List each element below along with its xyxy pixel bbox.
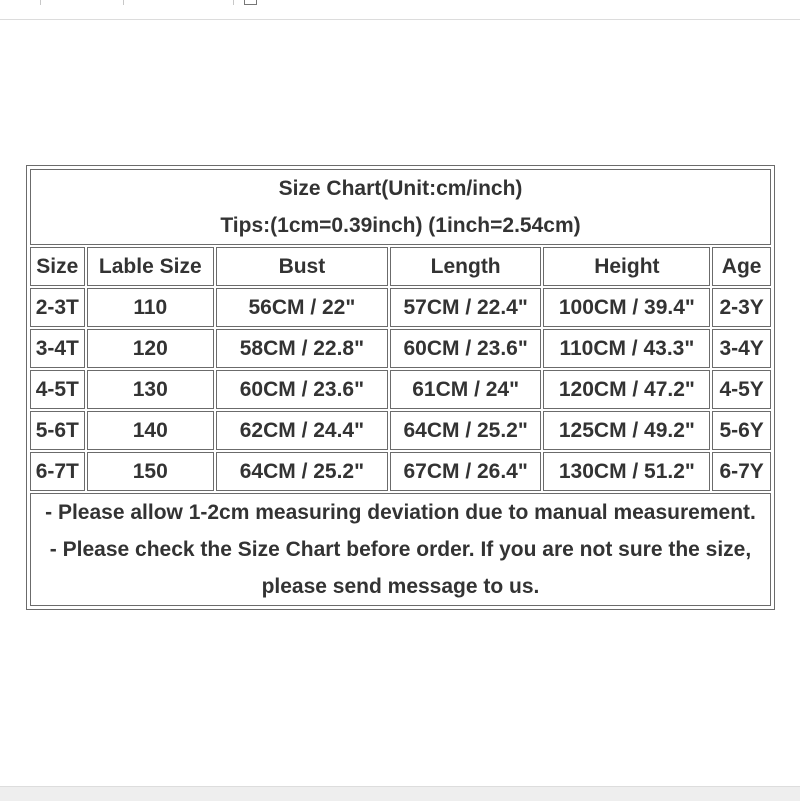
toolbar-divider (233, 0, 234, 5)
notes-row (30, 493, 771, 606)
bust-cell: 62CM / 24.4" (216, 411, 388, 450)
age-cell: 4-5Y (712, 370, 771, 409)
age-cell: 2-3Y (712, 288, 771, 327)
height-cell: 110CM / 43.3" (543, 329, 710, 368)
note-deviation: - Please allow 1-2cm measuring deviation due to manual measurement. (45, 501, 756, 524)
height-cell: 125CM / 49.2" (543, 411, 710, 450)
bust-cell: 60CM / 23.6" (216, 370, 388, 409)
table-row (30, 370, 771, 409)
chart-header (30, 169, 771, 245)
age-cell: 5-6Y (712, 411, 771, 450)
label-size-cell: 150 (87, 452, 214, 491)
column-header-label-size: Lable Size (87, 247, 214, 286)
size-cell: 5-6T (30, 411, 85, 450)
table-row (30, 329, 771, 368)
size-cell: 2-3T (30, 288, 85, 327)
chart-title: Size Chart(Unit:cm/inch) (278, 177, 523, 200)
bottom-scrollbar[interactable] (0, 786, 800, 801)
column-header-size: Size (30, 247, 85, 286)
size-chart-table (28, 167, 773, 608)
size-chart (26, 165, 775, 610)
bust-cell: 56CM / 22" (216, 288, 388, 327)
height-cell: 120CM / 47.2" (543, 370, 710, 409)
age-cell: 6-7Y (712, 452, 771, 491)
column-header-length: Length (390, 247, 542, 286)
label-size-cell: 120 (87, 329, 214, 368)
bust-cell: 64CM / 25.2" (216, 452, 388, 491)
length-cell: 64CM / 25.2" (390, 411, 542, 450)
height-cell: 100CM / 39.4" (543, 288, 710, 327)
label-size-cell: 130 (87, 370, 214, 409)
table-row (30, 411, 771, 450)
table-row (30, 452, 771, 491)
size-cell: 4-5T (30, 370, 85, 409)
notes-cell (30, 493, 771, 606)
size-cell: 3-4T (30, 329, 85, 368)
note-check-chart: - Please check the Size Chart before order. If you are not sure the size, please send message to us. (49, 538, 752, 598)
column-header-height: Height (543, 247, 710, 286)
length-cell: 60CM / 23.6" (390, 329, 542, 368)
label-size-cell: 110 (87, 288, 214, 327)
table-row (30, 288, 771, 327)
title-row (30, 169, 771, 245)
length-cell: 67CM / 26.4" (390, 452, 542, 491)
label-size-cell: 140 (87, 411, 214, 450)
top-toolbar (0, 0, 800, 20)
age-cell: 3-4Y (712, 329, 771, 368)
size-cell: 6-7T (30, 452, 85, 491)
toolbar-divider (123, 0, 124, 5)
column-header-bust: Bust (216, 247, 388, 286)
length-cell: 57CM / 22.4" (390, 288, 542, 327)
height-cell: 130CM / 51.2" (543, 452, 710, 491)
toolbar-icon[interactable] (244, 0, 257, 5)
length-cell: 61CM / 24" (390, 370, 542, 409)
bust-cell: 58CM / 22.8" (216, 329, 388, 368)
column-header-row (30, 247, 771, 286)
column-header-age: Age (712, 247, 771, 286)
chart-tips: Tips:(1cm=0.39inch) (1inch=2.54cm) (220, 214, 581, 237)
toolbar-divider (40, 0, 41, 5)
